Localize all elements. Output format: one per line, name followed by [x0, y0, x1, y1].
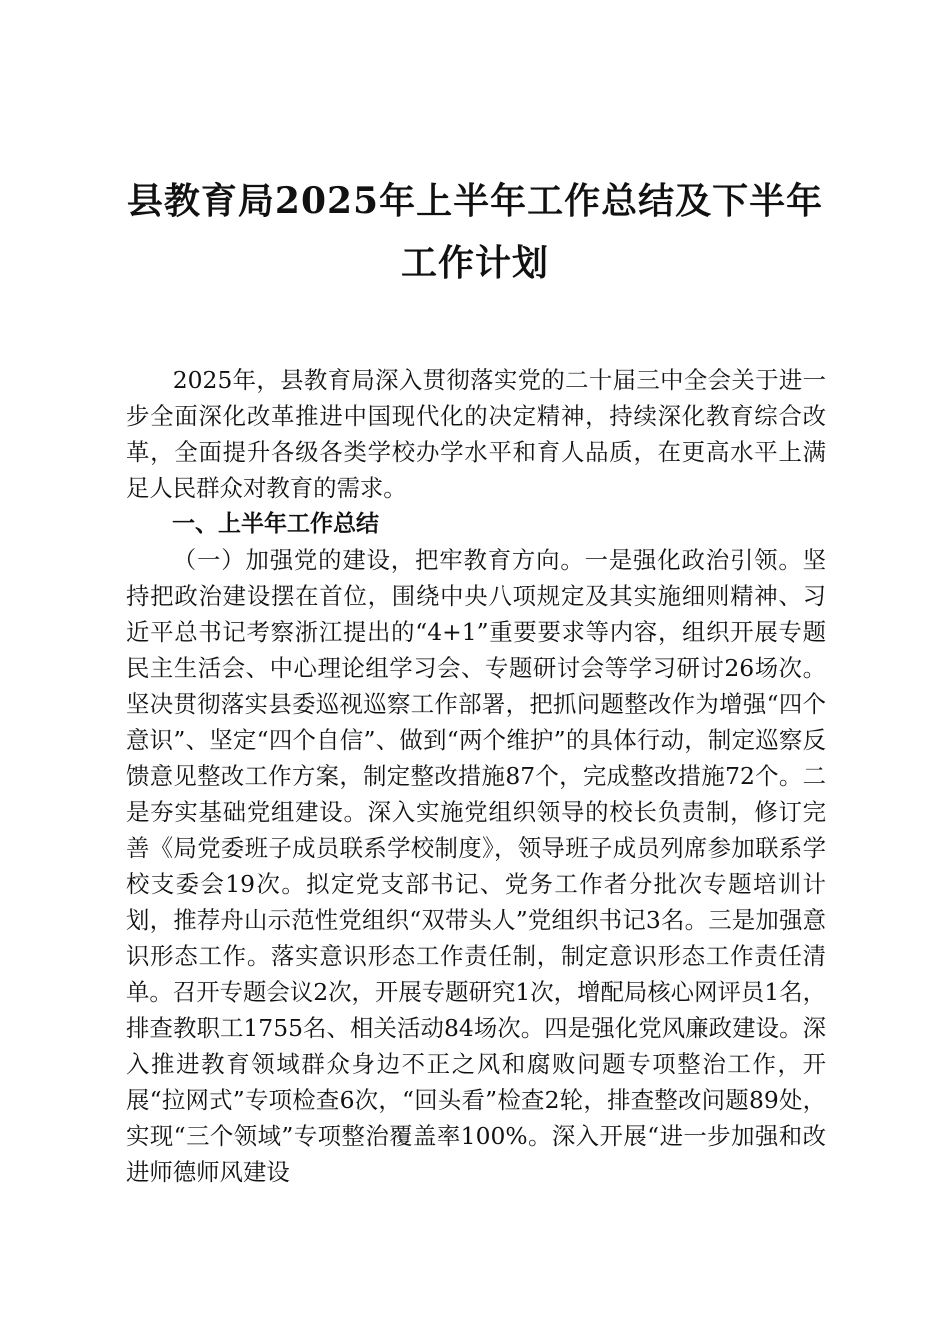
document-title: 县教育局2025年上半年工作总结及下半年工作计划 — [126, 180, 824, 284]
section1-paragraph — [126, 542, 826, 1190]
document-body — [126, 362, 826, 1190]
section-heading-first-half-summary: 一、上半年工作总结 — [172, 511, 379, 537]
subsection-body-party-building: 一是强化政治引领。坚持把政治建设摆在首位，围绕中央八项规定及其实施细则精神、习近平总书记考察浙江提出的“4+1”重要要求等内容，组织开展专题民主生活会、中心理论组学习会、专题研讨会等学习研讨26场次。坚决贯彻落实县委巡视巡察工作部署，把抓问题整改作为增强“四个意识”、坚定“四个自信”、做到“两个维护”的具体行动，制定巡察反馈意见整改工作方案，制定整改措施87个，完成整改措施72个。二是夯实基础党组建设。深入实施党组织领导的校长负责制，修订完善《局党委班子成员联系学校制度》，领导班子成员列席参加联系学校支委会19次。拟定党支部书记、党务工作者分批次专题培训计划，推荐舟山示范性党组织“双带头人”党组织书记3名。三是加强意识形态工作。落实意识形态工作责任制，制定意识形态工作责任清单。召开专题会议2次，开展专题研究1次，增配局核心网评员1名，排查教职工1755名、相关活动84场次。四是强化党风廉政建设。深入推进教育领域群众身边不正之风和腐败问题专项整治工作，开展“拉网式”专项检查6次，“回头看”检查2轮，排查整改问题89处，实现“三个领域”专项整治覆盖率100%。深入开展“进一步加强和改进师德师风建设 — [126, 546, 827, 1186]
intro-paragraph: 2025年，县教育局深入贯彻落实党的二十届三中全会关于进一步全面深化改革推进中国现代化的决定精神，持续深化教育综合改革，全面提升各级各类学校办学水平和育人品质，在更高水平上满足人民群众对教育的需求。 — [126, 366, 826, 502]
subsection-heading-party-building: （一）加强党的建设，把牢教育方向。 — [172, 546, 585, 574]
